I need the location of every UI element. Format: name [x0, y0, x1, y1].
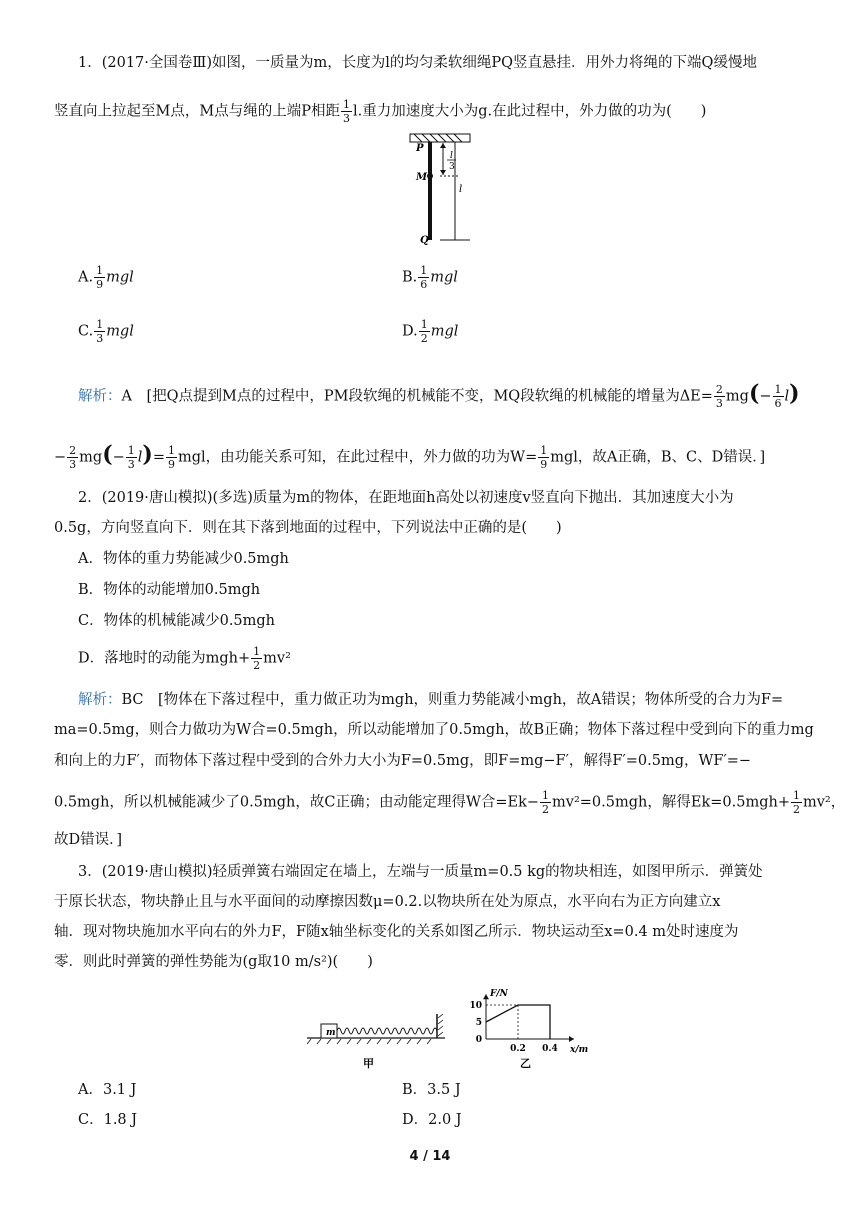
q1-stem-line2	[54, 98, 806, 125]
q2-analysis-line5: 故D错误．]	[54, 832, 123, 848]
q2-stem-line2: 0.5g，方向竖直向下．则在其下落到地面的过程中，下列说法中正确的是( )	[54, 520, 562, 536]
x-tick-0.2: 0.2	[510, 1044, 526, 1054]
label-p: P	[416, 143, 424, 154]
q1-rope-figure	[400, 134, 480, 249]
figure-label-jia: 甲	[363, 1057, 374, 1070]
label-l-over-3-num: l	[450, 151, 453, 161]
x-axis-arrow	[569, 1036, 574, 1042]
x-tick-0.4: 0.4	[542, 1044, 558, 1054]
label-q: Q	[420, 235, 429, 246]
q2-option-c[interactable]: C．物体的机械能减少0.5mgh	[78, 613, 276, 629]
q2-analysis-line1: 解析：BC [物体在下落过程中，重力做正功为mgh，则重力势能减小mgh，故A错误；物体所受的合力为F=	[78, 692, 784, 708]
q1-stem-text: l.重力加速度大小为g.在此过程中，外力做的功为( )	[352, 103, 707, 120]
block-label: m	[326, 1028, 336, 1038]
q2-option-b[interactable]: B．物体的动能增加0.5mgh	[78, 582, 261, 598]
q2-analysis-line4: 0.5mgh，所以机械能减少了0.5mgh，故C正确；由动能定理得W合=Ek− $\frac{1}{2}$ mv²=0.5mgh，解得Ek=0.5mgh+ $\frac{1}{2}$ mv²，	[54, 789, 846, 816]
label-l: l	[459, 184, 463, 195]
q2-analysis-line2: ma=0.5mg，则合力做功为W合=0.5mgh，所以动能增加了0.5mgh，故B正确；物体下落过程中受到向下的重力mg	[54, 722, 814, 738]
q3-stem-line4: 零．则此时弹簧的弹性势能为(g取10 m/s²)( )	[54, 954, 373, 970]
q3-option-a[interactable]: A．3.1 J	[78, 1082, 137, 1098]
q1-option-b[interactable]: B. $\frac{1}{6}$ mgl	[402, 264, 458, 291]
q3-force-chart	[458, 975, 588, 1070]
y-tick-10: 10	[469, 1001, 482, 1011]
q2-option-d[interactable]: D．落地时的动能为mgh+ $\frac{1}{2}$ mv²	[78, 645, 291, 672]
analysis-label: 解析：	[78, 692, 122, 708]
x-axis-label: x/m	[570, 1045, 589, 1055]
q1-analysis-line1: 解析：A [把Q点提到M点的过程中，PM段软绳的机械能不变，MQ段软绳的机械能的增量为ΔE= $\frac{2}{3}$ mg(− $\frac{1}{6}$ l)	[78, 380, 800, 410]
q3-stem-line3: 轴．现对物块施加水平向右的外力F，F随x轴坐标变化的关系如图乙所示．物块运动至x=0.4 m处时速度为	[54, 924, 739, 940]
fraction: $\frac{1}{3}$	[342, 98, 350, 125]
q1-option-d[interactable]: D. $\frac{1}{2}$ mgl	[402, 318, 459, 345]
q1-stem-text: 竖直向上拉起至M点，M点与绳的上端P相距	[54, 103, 340, 120]
q1-stem-line1: 1．(2017·全国卷Ⅲ)如图，一质量为m，长度为l的均匀柔软细绳PQ竖直悬挂．用外力将绳的下端Q缓慢地	[78, 55, 757, 71]
page-number: 4 / 14	[409, 1149, 451, 1164]
y-tick-5: 5	[475, 1018, 482, 1028]
label-m: M	[416, 172, 428, 183]
q3-option-b[interactable]: B．3.5 J	[402, 1082, 461, 1098]
q3-stem-line2: 于原长状态，物块静止且与水平面间的动摩擦因数μ=0.2.以物块所在处为原点，水平向右为正方向建立x	[54, 894, 721, 910]
q1-option-c[interactable]: C. $\frac{1}{3}$ mgl	[78, 318, 134, 345]
figure-label-yi: 乙	[520, 1057, 531, 1070]
y-tick-0: 0	[475, 1035, 482, 1045]
q2-analysis-line3: 和向上的力F′，而物体下落过程中受到的合外力大小为F=0.5mg，即F=mg−F′，解得F′=0.5mg，WF′=−	[54, 753, 752, 769]
q2-stem-line1: 2．(2019·唐山模拟)(多选)质量为m的物体，在距地面h高处以初速度v竖直向下抛出．其加速度大小为	[78, 490, 734, 506]
q1-option-a[interactable]: A. $\frac{1}{9}$ mgl	[78, 264, 134, 291]
q3-spring-figure	[305, 1010, 455, 1070]
q3-option-c[interactable]: C．1.8 J	[78, 1112, 138, 1128]
q1-analysis-line2: − $\frac{2}{3}$ mg(− $\frac{1}{3}$ l)= $\frac{1}{9}$ mgl，由功能关系可知，在此过程中，外力做的功为W= $\frac{1}{9}$ mgl，故A正确，B、C、D错误．]	[54, 441, 766, 471]
q3-stem-line1: 3．(2019·唐山模拟)轻质弹簧右端固定在墙上，左端与一质量m=0.5 kg的物块相连，如图甲所示．弹簧处	[78, 864, 763, 880]
label-l-over-3-den: 3	[449, 162, 455, 172]
q3-option-d[interactable]: D．2.0 J	[402, 1112, 462, 1128]
analysis-label: 解析：	[78, 388, 122, 405]
y-axis-arrow	[483, 994, 489, 999]
q2-option-a[interactable]: A．物体的重力势能减少0.5mgh	[78, 551, 289, 567]
y-axis-label: F/N	[490, 989, 508, 1000]
